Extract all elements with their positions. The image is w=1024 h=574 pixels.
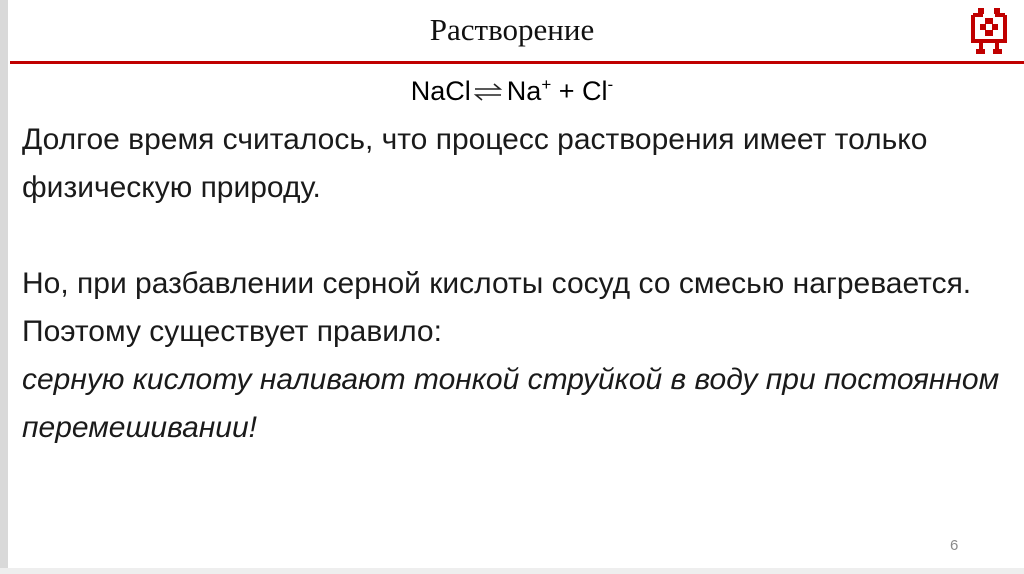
equation-plus: +: [551, 76, 583, 106]
equation-product-sodium: Na: [506, 76, 542, 106]
chloride-charge: -: [607, 75, 614, 94]
dissociation-equation: [0, 76, 1024, 107]
paragraph-sulfuric-acid: Но, при разбавлении серной кислоты сосуд со смесью нагревается. Поэтому существует правило:: [22, 267, 972, 348]
page-number: 6: [950, 537, 959, 554]
title-underline: [10, 61, 1024, 64]
equation-reactant: NaCl: [410, 76, 471, 106]
sodium-charge: +: [541, 75, 552, 94]
equation-product-chloride: Cl: [582, 76, 608, 106]
safety-rule-text: серную кислоту наливают тонкой струйкой в воду при постоянном перемешивании!: [22, 363, 1000, 444]
paragraph-physical-nature: Долгое время считалось, что процесс растворения имеет только физическую природу.: [22, 123, 928, 204]
slide-bottom-border: [0, 568, 1024, 574]
equilibrium-arrows-icon: [473, 82, 503, 102]
robot-logo-icon: [967, 5, 1011, 55]
paragraph-spacer: [22, 212, 1012, 260]
slide-title: Растворение: [429, 12, 595, 47]
slide-body: [22, 116, 1012, 452]
